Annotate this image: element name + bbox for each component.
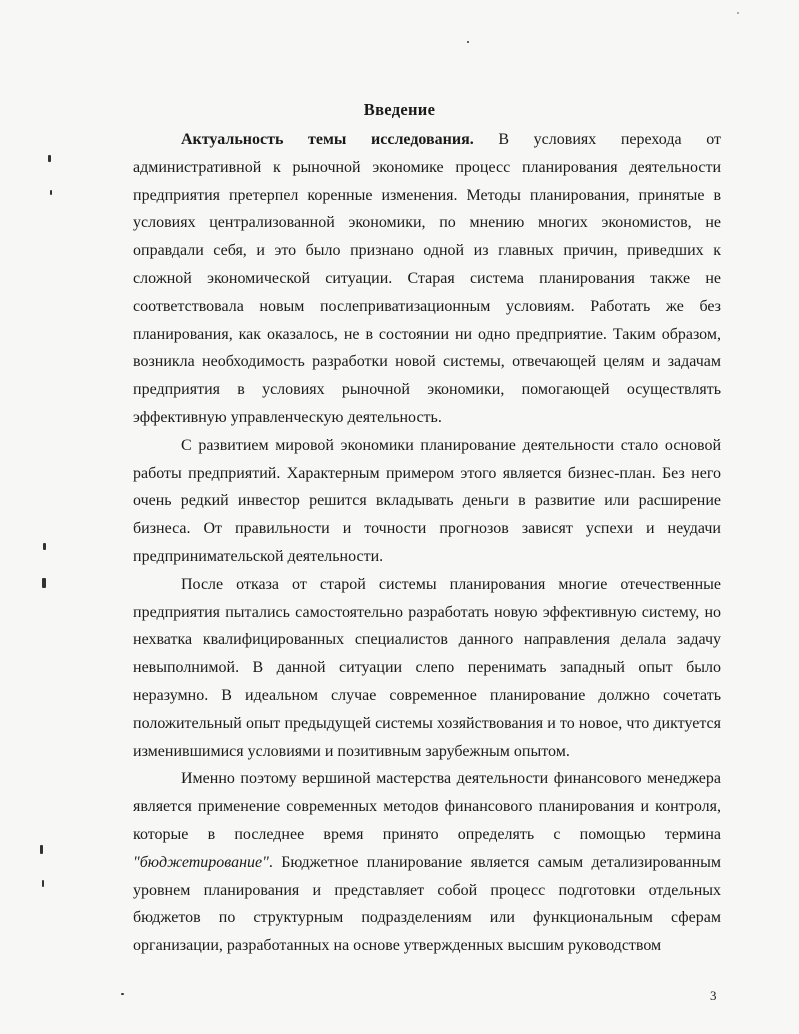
scan-speck: [467, 41, 469, 43]
paragraph-3: После отказа от старой системы планирования многие отечественные предприятия пытались самостоятельно разработать новую эффективную систему, но нехватка квалифицированных специалистов данного направления делала задачу невыполнимой. В данной ситуации слепо перенимать западный опыт было неразумно. В идеальном случае современное планирование должно сочетать положительный опыт предыдущей системы хозяйствования и то новое, что диктуется изменившимися условиями и позитивным зарубежным опытом.: [133, 575, 721, 760]
paragraph-2: С развитием мировой экономики планирование деятельности стало основой работы предприятий. Характерным примером этого является бизнес-план. Без него очень редкий инвестор решится вкладывать деньги в развитие или расширение бизнеса. От правильности и точности прогнозов зависят успехи и неудачи предпринимательской деятельности.: [133, 436, 721, 565]
scan-speck: [48, 155, 51, 162]
paragraph-4: [133, 765, 721, 960]
scan-speck: [50, 190, 52, 195]
paragraph-4-text-after: . Бюджетное планирование является самым детализированным уровнем планирования и представляет собой процесс подготовки отдельных бюджетов по структурным подразделениям или функциональным сферам организации, разработанных на основе утвержденных высшим руководством: [133, 853, 721, 955]
scan-speck: [43, 543, 46, 550]
scan-speck: [42, 578, 46, 588]
paragraph-1-text: В условиях перехода от административной к рыночной экономике процесс планирования деятельности предприятия претерпел коренные изменения. Методы планирования, принятые в условиях централизованной экономики, по мнению многих экономистов, не оправдали себя, и это было признано одной из главных причин, приведших к сложной экономической ситуации. Старая система планирования также не соответствовала новым послеприватизационным условиям. Работать же без планирования, как оказалось, не в состоянии ни одно предприятие. Таким образом, возникла необходимость разработки новой системы, отвечающей целям и задачам предприятия в условиях рыночной экономики, помогающей осуществлять эффективную управленческую деятельность.: [133, 131, 721, 426]
paragraph-1-lead: Актуальность темы исследования.: [181, 131, 474, 148]
paragraph-4-text-before: Именно поэтому вершиной мастерства деятельности финансового менеджера является применение современных методов финансового планирования и контроля, которые в последнее время принято определять с помощью термина: [133, 770, 721, 843]
scan-speck: [737, 12, 739, 14]
scan-speck: [121, 993, 124, 995]
body-text: [133, 126, 721, 960]
page-title: Введение: [363, 100, 436, 119]
page-number: 3: [710, 988, 717, 1003]
scan-speck: [40, 845, 43, 854]
paragraph-4-term: "бюджетирование": [133, 853, 269, 871]
paragraph-1: [133, 126, 721, 432]
scan-speck: [42, 880, 44, 887]
